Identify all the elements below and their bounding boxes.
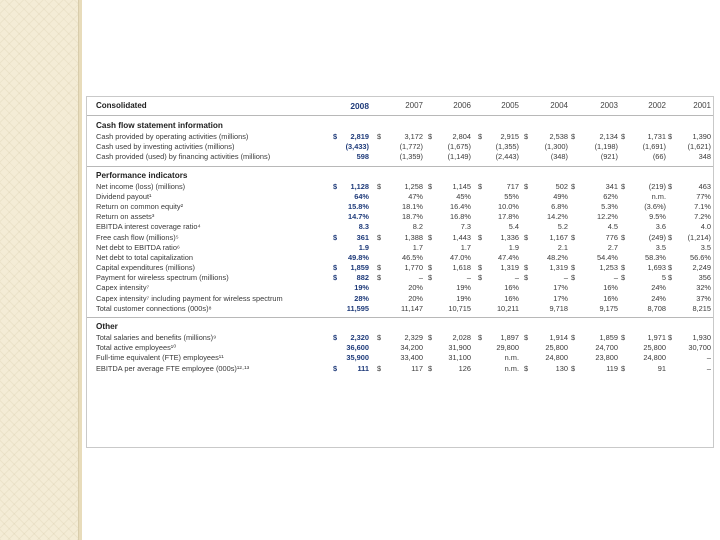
table-cell-2005: 1,897 [500,333,519,342]
table-cell-2003: 341 [605,181,618,191]
table-cell-2006: 16.8% [450,212,471,222]
table-cell-2007: 46.5% [402,252,423,262]
table-cell-2008: 361 [356,232,369,242]
currency-symbol: $ [333,232,338,242]
table-cell-2001: 348 [698,152,711,162]
currency-symbol: $ [428,263,433,273]
row-label: Free cash flow (millions)⁵ [96,232,179,242]
table-cell-2002: 91 [657,363,666,373]
table-cell-2007: 1.7 [412,242,423,252]
table-cell-2006: 1,443 [452,232,471,242]
table-cell-2004: – [563,273,568,283]
table-row [87,263,713,273]
table-cell-2004: 502 [555,181,568,191]
table-cell-2005: n.m. [504,353,519,363]
table-cell-2004: 17% [553,283,568,293]
table-cell-2008: 2,320 [350,333,369,342]
table-cell-2007: 117 [411,363,423,373]
currency-symbol: $ [571,232,576,242]
currency-symbol: $ [621,132,626,141]
currency-symbol: $ [478,181,483,191]
table-cell-2005: 10.0% [498,201,519,211]
currency-symbol: $ [668,333,673,342]
table-cell-2006: 1,618 [452,263,471,273]
table-cell-2001: 8,215 [692,303,711,313]
table-cell-2006: 45% [456,191,471,201]
table-cell-2003: – [613,273,618,283]
table-cell-2003: 12.2% [597,212,618,222]
row-label: Capital expenditures (millions) [96,263,195,273]
currency-symbol: $ [524,232,529,242]
currency-symbol: $ [428,333,433,342]
table-cell-2004: 49% [553,191,568,201]
table-cell-2008: 2,819 [350,132,369,141]
row-label: Return on common equity² [96,201,184,211]
table-cell-2004: (348) [550,152,568,162]
currency-symbol: $ [668,181,673,191]
year-header-2001: 2001 [693,101,711,110]
table-cell-2005: 717 [506,181,519,191]
table-cell-2002: 58.3% [645,252,666,262]
row-label: Total active employees¹⁰ [96,343,177,353]
currency-symbol: $ [428,232,433,242]
table-cell-2006: 16.4% [450,201,471,211]
financial-table [86,96,714,448]
table-cell-2004: 1,167 [549,232,568,242]
table-cell-2004: 5.2 [557,222,568,232]
table-cell-2007: 2,329 [404,333,423,342]
table-cell-2003: 776 [605,232,618,242]
table-cell-2001: 356 [698,273,711,283]
table-cell-2007: 1,770 [404,263,423,273]
table-cell-2003: 54.4% [597,252,618,262]
table-cell-2003: (921) [600,152,618,162]
table-cell-2006: (1,149) [447,152,471,162]
table-cell-2003: 62% [603,191,618,201]
table-cell-2004: 2.1 [557,242,568,252]
currency-symbol: $ [621,263,626,273]
table-cell-2005: – [514,273,519,283]
table-cell-2001: 1,390 [692,132,711,141]
table-cell-2002: 9.5% [649,212,666,222]
currency-symbol: $ [428,181,433,191]
table-cell-2002: (249) [648,232,666,242]
table-cell-2006: 31,900 [448,343,471,353]
table-cell-2002: 24% [651,293,666,303]
table-cell-2003: 23,800 [595,353,618,363]
table-cell-2008: 36,600 [346,343,369,353]
table-cell-2004: 25,800 [545,343,568,353]
table-cell-2006: 19% [456,293,471,303]
table-cell-2001: (1,214) [687,232,711,242]
table-cell-2006: 2,804 [452,132,471,141]
table-cell-2006: 126 [458,363,471,373]
table-cell-2004: 48.2% [547,252,568,262]
table-cell-2003: 5.3% [601,201,618,211]
currency-symbol: $ [668,232,673,242]
table-cell-2002: 1,971 [647,333,666,342]
currency-symbol: $ [621,181,626,191]
currency-symbol: $ [428,273,433,283]
year-header-2003: 2003 [600,101,618,110]
table-cell-2002: (219) [648,181,666,191]
table-row [87,333,713,343]
table-cell-2006: – [466,273,471,283]
table-cell-2004: 9,718 [549,303,568,313]
currency-symbol: $ [478,132,483,141]
table-cell-2004: 6.8% [551,201,568,211]
currency-symbol: $ [571,132,576,141]
table-cell-2003: 9,175 [599,303,618,313]
table-cell-2001: 4.0 [700,222,711,232]
currency-symbol: $ [377,273,382,283]
table-row [87,233,713,243]
table-cell-2002: n.m. [651,191,666,201]
table-cell-2006: 7.3 [460,222,471,232]
table-cell-2002: 1,731 [647,132,666,141]
table-cell-2003: 16% [603,293,618,303]
currency-symbol: $ [333,181,338,191]
currency-symbol: $ [668,273,673,283]
section-title: Other [96,322,118,331]
table-cell-2008: 64% [354,191,369,201]
row-label: Cash provided (used) by financing activities (millions) [96,152,271,162]
table-cell-2007: 18.1% [402,201,423,211]
table-cell-2007: 20% [408,283,423,293]
section-title-row [87,169,713,182]
currency-symbol: $ [571,273,576,283]
section-divider [87,317,713,318]
currency-symbol: $ [571,181,576,191]
table-cell-2001: 2,249 [692,263,711,273]
table-cell-2003: (1,198) [594,142,618,152]
table-cell-2008: 598 [356,152,369,162]
table-cell-2003: 119 [606,363,618,373]
currency-symbol: $ [621,232,626,242]
table-cell-2008: 35,900 [346,353,369,363]
table-cell-2002: 1,693 [647,263,666,273]
table-cell-2003: 4.5 [607,222,618,232]
table-cell-2007: 47% [408,191,423,201]
table-cell-2007: (1,772) [399,142,423,152]
currency-symbol: $ [571,333,576,342]
row-label: Total customer connections (000s)⁸ [96,303,212,313]
table-cell-2007: 18.7% [402,212,423,222]
table-cell-2001: 463 [698,181,711,191]
table-cell-2006: 19% [456,283,471,293]
table-cell-2008: 1.9 [358,242,369,252]
table-cell-2001: 7.1% [694,201,711,211]
table-cell-2001: 32% [696,283,711,293]
currency-symbol: $ [333,263,338,273]
table-cell-2002: 8,708 [647,303,666,313]
table-row [87,152,713,162]
currency-symbol: $ [377,263,382,273]
currency-symbol: $ [621,273,626,283]
table-cell-2005: 29,800 [496,343,519,353]
currency-symbol: $ [524,273,529,283]
currency-symbol: $ [668,132,673,141]
row-label: EBITDA per average FTE employee (000s)¹²·¹³ [96,363,250,373]
table-cell-2008: 15.8% [348,201,369,211]
table-cell-2007: 34,200 [400,343,423,353]
table-cell-2004: (1,300) [544,142,568,152]
currency-symbol: $ [621,333,626,342]
currency-symbol: $ [377,181,382,191]
year-header-2007: 2007 [405,101,423,110]
currency-symbol: $ [428,363,433,373]
table-cell-2002: 24,800 [643,353,666,363]
table-row [87,212,713,222]
table-cell-2006: 2,028 [452,333,471,342]
table-cell-2003: 1,253 [599,263,618,273]
table-row [87,343,713,353]
table-cell-2003: 16% [603,283,618,293]
table-cell-2002: 3.6 [655,222,666,232]
table-cell-2005: 1.9 [508,242,519,252]
table-cell-2001: 1,930 [692,333,711,342]
currency-symbol: $ [478,333,483,342]
decorative-left-strip [0,0,79,540]
table-cell-2007: 20% [408,293,423,303]
table-cell-2003: 2,134 [599,132,618,141]
table-cell-2005: 16% [504,283,519,293]
row-label: Cash used by investing activities (millions) [96,142,235,152]
table-cell-2004: 17% [553,293,568,303]
table-cell-2007: 3,172 [404,132,423,141]
table-row [87,283,713,293]
table-row [87,353,713,363]
table-cell-2001: 37% [696,293,711,303]
currency-symbol: $ [333,273,338,283]
currency-symbol: $ [333,333,338,342]
table-cell-2007: 33,400 [400,353,423,363]
table-cell-2001: – [706,353,711,363]
table-cell-2005: 1,336 [500,232,519,242]
row-label: Capex intensity⁷ [96,283,150,293]
table-cell-2006: 10,715 [448,303,471,313]
table-cell-2007: 1,258 [404,181,423,191]
year-header-2008: 2008 [350,101,369,111]
currency-symbol: $ [377,232,382,242]
row-label: Return on assets³ [96,212,155,222]
row-label: Full-time equivalent (FTE) employees¹¹ [96,353,224,363]
table-body [87,116,713,374]
currency-symbol: $ [524,181,529,191]
table-cell-2001: 30,700 [688,343,711,353]
section-title-row [87,119,713,132]
row-label: Dividend payout¹ [96,191,152,201]
table-cell-2008: 1,128 [350,181,369,191]
year-header-2004: 2004 [550,101,568,110]
table-cell-2004: 1,319 [549,263,568,273]
table-row [87,222,713,232]
year-header-2002: 2002 [648,101,666,110]
table-cell-2008: 49.8% [348,252,369,262]
section-title-row [87,320,713,333]
table-cell-2006: 1.7 [460,242,471,252]
table-cell-2002: 25,800 [643,343,666,353]
table-cell-2008: 11,595 [346,303,369,313]
currency-symbol: $ [524,263,529,273]
table-row [87,182,713,192]
table-title: Consolidated [96,101,147,110]
currency-symbol: $ [524,132,529,141]
table-cell-2005: 17.8% [498,212,519,222]
table-cell-2006: 47.0% [450,252,471,262]
table-cell-2008: (3,433) [345,142,369,152]
table-cell-2003: 24,700 [595,343,618,353]
table-cell-2007: 1,388 [404,232,423,242]
table-cell-2005: (2,443) [495,152,519,162]
year-header-2005: 2005 [501,101,519,110]
table-cell-2004: 2,538 [549,132,568,141]
table-cell-2002: 5 [661,273,666,283]
table-cell-2002: 3.5 [655,242,666,252]
row-label: Net debt to EBITDA ratio⁶ [96,242,180,252]
table-cell-2003: 1,859 [599,333,618,342]
table-cell-2005: 47.4% [498,252,519,262]
table-cell-2006: (1,675) [447,142,471,152]
table-cell-2005: 5.4 [508,222,519,232]
table-row [87,253,713,263]
table-row [87,142,713,152]
table-row [87,132,713,142]
table-cell-2008: 14.7% [348,212,369,222]
table-cell-2005: 10,211 [496,303,519,313]
table-row [87,202,713,212]
currency-symbol: $ [524,333,529,342]
row-label: Net debt to total capitalization [96,252,193,262]
table-row [87,243,713,253]
table-header-row [87,97,713,116]
table-cell-2001: 7.2% [694,212,711,222]
table-cell-2004: 14.2% [547,212,568,222]
table-cell-2003: 2.7 [607,242,618,252]
year-header-2006: 2006 [453,101,471,110]
table-cell-2002: (66) [652,152,666,162]
currency-symbol: $ [478,263,483,273]
table-cell-2005: n.m. [504,363,519,373]
table-cell-2005: 16% [504,293,519,303]
row-label: Cash provided by operating activities (millions) [96,132,249,141]
table-cell-2008: 8.3 [358,222,369,232]
table-cell-2007: 8.2 [412,222,423,232]
table-cell-2004: 1,914 [549,333,568,342]
table-cell-2008: 1,859 [350,263,369,273]
table-cell-2002: (3.6%) [644,201,666,211]
section-title: Cash flow statement information [96,121,223,130]
row-label: EBITDA interest coverage ratio⁴ [96,222,201,232]
table-cell-2001: 77% [696,191,711,201]
currency-symbol: $ [571,363,576,373]
table-cell-2002: (1,691) [642,142,666,152]
currency-symbol: $ [668,263,673,273]
table-cell-2004: 24,800 [545,353,568,363]
section-divider [87,166,713,167]
table-cell-2005: 1,319 [500,263,519,273]
currency-symbol: $ [571,263,576,273]
table-cell-2002: 24% [651,283,666,293]
table-cell-2005: 55% [504,191,519,201]
currency-symbol: $ [377,333,382,342]
currency-symbol: $ [524,363,529,373]
table-cell-2008: 111 [357,363,369,373]
table-row [87,192,713,202]
table-cell-2005: (1,355) [495,142,519,152]
currency-symbol: $ [478,232,483,242]
table-cell-2001: 3.5 [700,242,711,252]
table-cell-2008: 28% [354,293,369,303]
table-cell-2001: 56.6% [690,252,711,262]
currency-symbol: $ [478,273,483,283]
section-title: Performance indicators [96,170,188,180]
row-label: Net income (loss) (millions) [96,181,186,191]
table-cell-2005: 2,915 [500,132,519,141]
table-cell-2001: (1,621) [687,142,711,152]
currency-symbol: $ [621,363,626,373]
table-row [87,294,713,304]
table-cell-2006: 1,145 [452,181,471,191]
table-cell-2008: 882 [356,273,369,283]
table-cell-2006: 31,100 [448,353,471,363]
currency-symbol: $ [377,132,382,141]
row-label: Payment for wireless spectrum (millions) [96,273,229,283]
currency-symbol: $ [333,363,338,373]
table-row [87,304,713,314]
table-cell-2004: 130 [555,363,568,373]
row-label: Total salaries and benefits (millions)⁹ [96,333,217,342]
table-cell-2007: 11,147 [400,303,423,313]
table-cell-2007: (1,359) [399,152,423,162]
table-row [87,364,713,374]
table-cell-2008: 19% [354,283,369,293]
currency-symbol: $ [377,363,382,373]
table-cell-2007: – [418,273,423,283]
table-cell-2001: – [706,363,711,373]
table-row [87,273,713,283]
currency-symbol: $ [428,132,433,141]
currency-symbol: $ [333,132,338,141]
row-label: Capex intensity⁷ including payment for wireless spectrum [96,293,283,303]
